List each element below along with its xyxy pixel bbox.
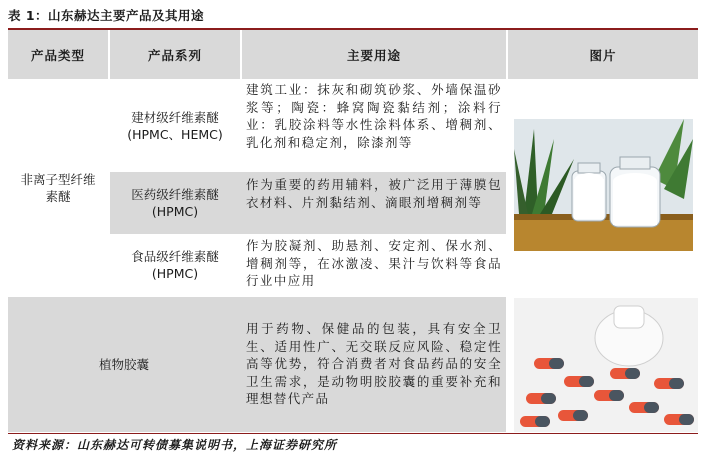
series-pharma-grade-name: 医药级纤维素醚 [131,187,219,202]
product-type-cellulose-ether: 非离子型纤维素醚 [20,172,96,204]
use-building-grade: 建筑工业：抹灰和砌筑砂浆、外墙保温砂浆等；陶瓷：蜂窝陶瓷黏结剂；涂料行业：乳胶涂料等水性涂料体系、增稠剂、乳化剂和稳定剂，除漆剂等 [246,82,502,150]
use-plant-capsule: 用于药物、保健品的包装，具有安全卫生、适用性广、无交联反应风险、稳定性高等优势，符合消费者对食品药品的安全卫生需求，是动物明胶胶囊的重要补充和理想替代产品 [246,321,502,406]
header-main-use: 主要用途 [242,30,506,79]
capsules-illustration [514,298,698,432]
photo-cellulose-powder [514,119,693,251]
product-type-plant-capsule: 植物胶囊 [98,357,149,372]
series-building-grade [110,81,240,171]
series-pharma-grade-code: (HPMC) [151,204,199,219]
photo-plant-capsules [514,298,698,432]
powder-bottles-illustration [514,119,693,251]
use-food-grade: 作为胶凝剂、助悬剂、安定剂、保水剂、增稠剂等，在冰激凌、果汁与饮料等食品行业中应用 [246,238,502,288]
use-pharma-grade: 作为重要的药用辅料，被广泛用于薄膜包衣材料、片剂黏结剂、滴眼剂增稠剂等 [246,177,502,210]
header-product-type: 产品类型 [8,30,108,79]
series-food-grade [110,235,240,295]
header-product-series: 产品系列 [110,30,240,79]
series-food-grade-code: (HPMC) [151,266,199,281]
header-image: 图片 [508,30,698,79]
series-pharma-grade [110,172,240,234]
source-note: 资料来源：山东赫达可转债募集说明书，上海证券研究所 [12,438,338,452]
series-food-grade-name: 食品级纤维素醚 [131,249,219,264]
series-building-grade-name: 建材级纤维素醚 [131,110,219,125]
series-building-grade-code: (HPMC、HEMC) [127,127,223,142]
bottom-rule [8,433,698,434]
table-caption: 表 1：山东赫达主要产品及其用途 [8,8,205,23]
